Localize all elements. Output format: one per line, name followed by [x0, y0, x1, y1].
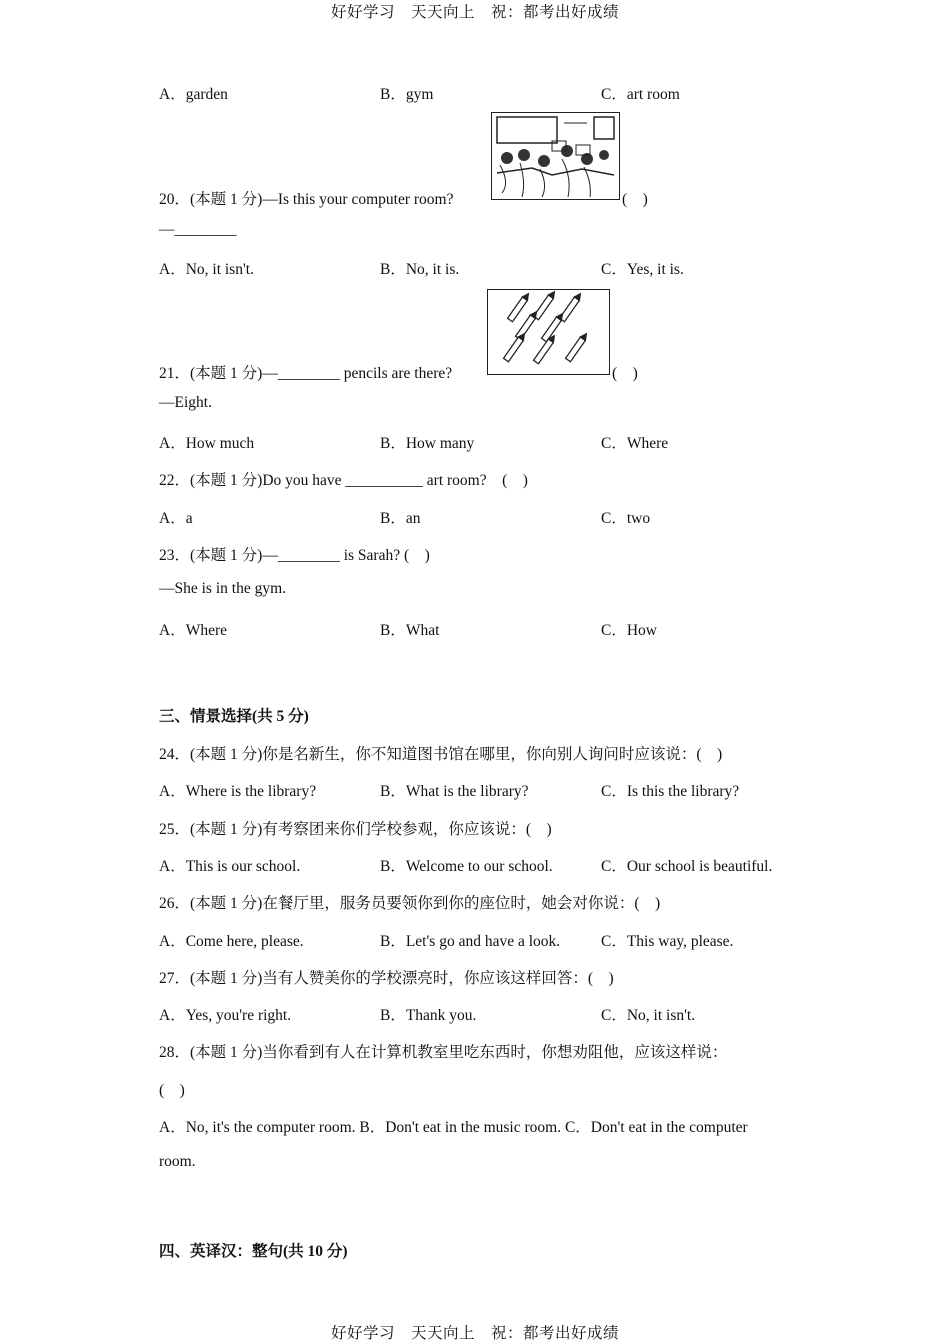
q22-option-a[interactable]: A．a	[159, 510, 193, 527]
q21-answer-blank[interactable]: ( )	[612, 365, 638, 382]
section-4-title: 四、英译汉：整句(共 10 分)	[159, 1243, 348, 1260]
q28-stem: 28．(本题 1 分)当你看到有人在计算机教室里吃东西时，你想劝阻他，应该这样说：	[159, 1044, 728, 1061]
q27-stem: 27．(本题 1 分)当有人赞美你的学校漂亮时，你应该这样回答：( )	[159, 970, 614, 987]
q23-answer-line: —She is in the gym.	[159, 580, 287, 597]
q25-stem: 25．(本题 1 分)有考察团来你们学校参观，你应该说：( )	[159, 821, 552, 838]
q22-option-c[interactable]: C．two	[601, 510, 651, 527]
q22-stem: 22．(本题 1 分)Do you have __________ art room? ( )	[159, 472, 528, 489]
q21-answer-line: —Eight.	[159, 394, 212, 411]
page-header: 好好学习 天天向上 祝：都考出好成绩	[330, 4, 619, 21]
q25-option-a[interactable]: A．This is our school.	[159, 858, 301, 875]
q26-option-b[interactable]: B．Let's go and have a look.	[380, 933, 561, 950]
q28-answer-blank[interactable]: ( )	[159, 1082, 185, 1099]
q24-option-a[interactable]: A．Where is the library?	[159, 783, 317, 800]
q21-option-b[interactable]: B．How many	[380, 435, 475, 452]
q28-options-continued: room.	[159, 1153, 196, 1170]
q22-option-b[interactable]: B．an	[380, 510, 421, 527]
q20-option-a[interactable]: A．No, it isn't.	[159, 261, 254, 278]
eight-pencils-illustration-icon	[487, 289, 610, 375]
q23-option-c[interactable]: C．How	[601, 622, 657, 639]
q20-answer-line: —________	[159, 221, 237, 238]
q27-option-c[interactable]: C．No, it isn't.	[601, 1007, 696, 1024]
q19-option-b[interactable]: B．gym	[380, 86, 434, 103]
q20-answer-blank[interactable]: ( )	[622, 191, 648, 208]
q24-stem: 24．(本题 1 分)你是名新生，你不知道图书馆在哪里，你向别人询问时应该说：( )	[159, 746, 723, 763]
q28-options-line[interactable]: A．No, it's the computer room. B．Don't eat in the music room. C．Don't eat in the computer	[159, 1119, 748, 1136]
q25-option-c[interactable]: C．Our school is beautiful.	[601, 858, 773, 875]
q25-option-b[interactable]: B．Welcome to our school.	[380, 858, 553, 875]
q20-stem: 20．(本题 1 分)—Is this your computer room?	[159, 191, 454, 208]
q21-option-c[interactable]: C．Where	[601, 435, 669, 452]
q24-option-b[interactable]: B．What is the library?	[380, 783, 529, 800]
page-footer: 好好学习 天天向上 祝：都考出好成绩	[330, 1325, 619, 1342]
q27-option-b[interactable]: B．Thank you.	[380, 1007, 477, 1024]
q26-stem: 26．(本题 1 分)在餐厅里，服务员要领你到你的座位时，她会对你说：( )	[159, 895, 661, 912]
q19-option-c[interactable]: C．art room	[601, 86, 680, 103]
q20-option-b[interactable]: B．No, it is.	[380, 261, 460, 278]
q19-option-a[interactable]: A．garden	[159, 86, 228, 103]
q21-option-a[interactable]: A．How much	[159, 435, 255, 452]
q26-option-c[interactable]: C．This way, please.	[601, 933, 734, 950]
section-3-title: 三、情景选择(共 5 分)	[159, 708, 309, 725]
q21-stem: 21．(本题 1 分)—________ pencils are there?	[159, 365, 453, 382]
q23-option-b[interactable]: B．What	[380, 622, 440, 639]
q23-option-a[interactable]: A．Where	[159, 622, 227, 639]
q20-option-c[interactable]: C．Yes, it is.	[601, 261, 684, 278]
classroom-computer-illustration-icon	[491, 112, 620, 200]
q24-option-c[interactable]: C．Is this the library?	[601, 783, 740, 800]
q27-option-a[interactable]: A．Yes, you're right.	[159, 1007, 292, 1024]
q26-option-a[interactable]: A．Come here, please.	[159, 933, 304, 950]
q23-stem: 23．(本题 1 分)—________ is Sarah? ( )	[159, 547, 430, 564]
